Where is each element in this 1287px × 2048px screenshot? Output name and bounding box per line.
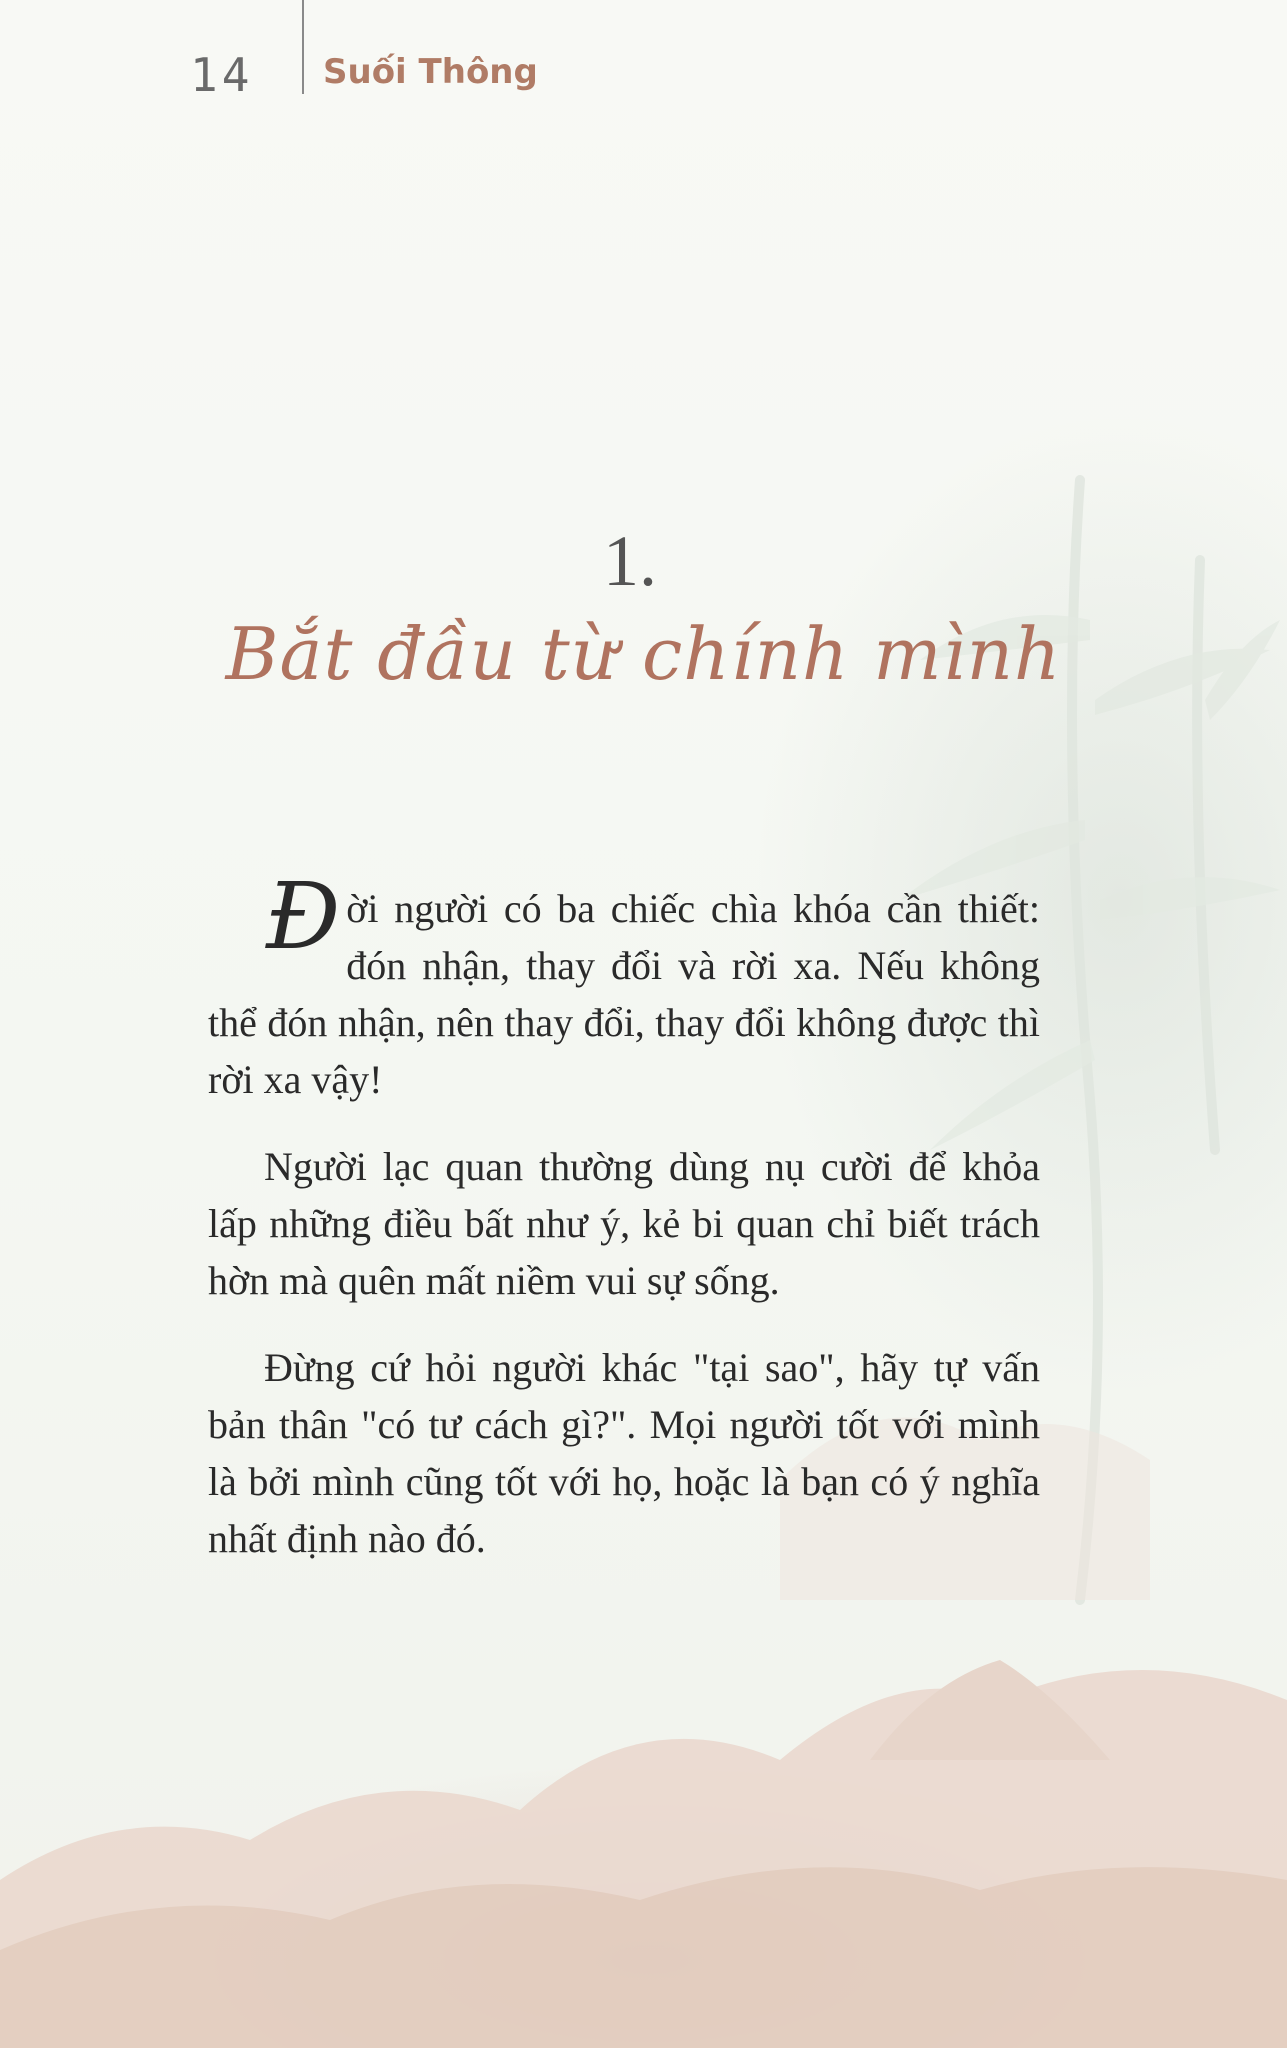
- chapter-number: 1.: [603, 521, 657, 601]
- header-divider: [302, 0, 304, 94]
- page-number: 14: [190, 48, 254, 102]
- paragraph-2: Người lạc quan thường dùng nụ cười để khỏa lấp những điều bất như ý, kẻ bi quan chỉ biết trách hờn mà quên mất niềm vui sự sống.: [208, 1144, 1040, 1303]
- running-title: Suối Thông: [323, 52, 538, 92]
- paragraph-1: [208, 863, 1040, 1108]
- paragraph-3: Đừng cứ hỏi người khác "tại sao", hãy tự vấn bản thân "có tư cách gì?". Mọi người tốt với mình là bởi mình cũng tốt với họ, hoặc là bạn có ý nghĩa nhất định nào đó.: [208, 1345, 1040, 1561]
- body-text: [208, 863, 1040, 1597]
- drop-cap: Đ: [266, 863, 341, 970]
- paragraph-1-text: ời người có ba chiếc chìa khóa cần thiết: đón nhận, thay đổi và rời xa. Nếu không thể đón nhận, nên thay đổi, thay đổi không được thì rời xa vậy!: [208, 886, 1040, 1102]
- chapter-title: Bắt đầu từ chính mình: [225, 612, 1062, 696]
- page-header: [0, 0, 1287, 110]
